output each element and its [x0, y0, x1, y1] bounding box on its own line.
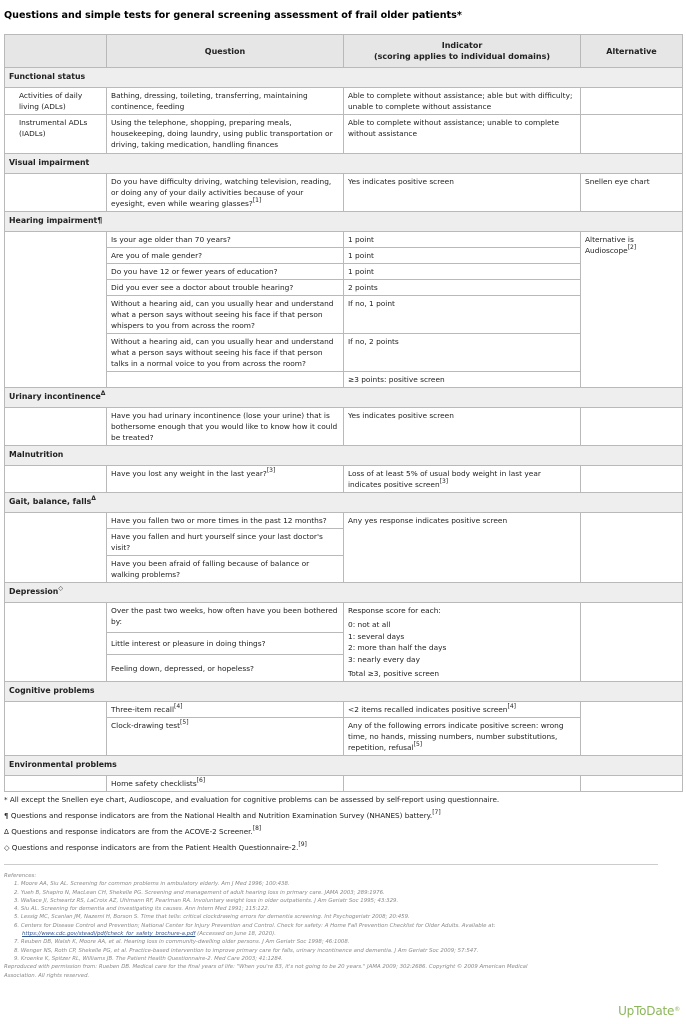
table-row: [5, 174, 683, 212]
table-header-row: [5, 35, 683, 68]
table-row: [5, 513, 683, 529]
environmental-question: [107, 776, 344, 792]
footnote-star: * All except the Snellen eye chart, Audioscope, and evaluation for cognitive problems can be assessed by self-report using questionnaire.: [4, 795, 500, 804]
hearing-blank: [5, 232, 107, 388]
section-row: [5, 68, 683, 88]
reference-item: 8. Wenger NS, Roth CP, Shekelle PG, et al. Practice-based intervention to improve primary care for falls, urinary incontinence and dementia. J Am Geriatr Soc 2009; 57:547.: [14, 947, 479, 954]
gait-question: Have you fallen two or more times in the past 12 months?: [107, 513, 344, 529]
hearing-question: Did you ever see a doctor about trouble hearing?: [107, 280, 344, 296]
section-row: [5, 583, 683, 603]
reference-item: 5. Lessig MC, Scanlan JM, Nazemi H, Borson S. Time that tells: critical clockdrawing errors for dementia screening. Int Psychogeriatr 2008; 20:459.: [14, 914, 410, 921]
uptodate-logo: [618, 1004, 680, 1018]
visual-alternative: Snellen eye chart: [581, 174, 683, 212]
hearing-question: Without a hearing aid, can you usually hear and understand what a person says without seeing his face if that person talks in a normal voice to you from across the room?: [107, 334, 344, 372]
clock-indicator: [344, 718, 581, 756]
table-row: [5, 776, 683, 792]
iadl-alternative: [581, 115, 683, 154]
logo-text: UpToDate: [618, 1004, 675, 1018]
hearing-question: Do you have 12 or fewer years of education?: [107, 264, 344, 280]
depression-indicator: [344, 603, 581, 682]
gait-blank: [5, 513, 107, 583]
header-indicator-line1: Indicator: [441, 41, 483, 50]
iadl-indicator: Able to complete without assistance; unable to complete without assistance: [344, 115, 581, 154]
depression-indicator-line: Total ≥3, positive screen: [348, 669, 440, 679]
visual-indicator: Yes indicates positive screen: [344, 174, 581, 212]
recall-indicator-text: <2 items recalled indicates positive screen: [348, 705, 508, 715]
footnote-delta-text: Δ Questions and response indicators are from the ACOVE-2 Screener.: [4, 827, 253, 836]
table-row: [5, 115, 683, 154]
malnutrition-question: [107, 466, 344, 493]
adl-alternative: [581, 88, 683, 115]
gait-question: Have you been afraid of falling because of balance or walking problems?: [107, 556, 344, 583]
reference-link[interactable]: https://www.cdc.gov/steadi/pdf/check_for_safety_brochure-a.pdf: [22, 931, 196, 938]
malnutrition-alternative: [581, 466, 683, 493]
section-depression-label: [5, 583, 683, 603]
divider: [4, 864, 658, 865]
footnote-diamond: [4, 843, 307, 852]
section-functional-label: Functional status: [5, 68, 683, 88]
depression-indicator-line: 2: more than half the days: [348, 643, 447, 653]
section-row: [5, 212, 683, 232]
hearing-indicator: ≥3 points: positive screen: [344, 372, 581, 388]
malnutrition-question-text: Have you lost any weight in the last year?: [111, 469, 267, 478]
header-indicator: [344, 35, 581, 68]
hearing-alternative: [581, 232, 683, 388]
adl-name: Activities of daily living (ADLs): [5, 88, 107, 115]
gait-question: Have you fallen and hurt yourself since your last doctor's visit?: [107, 529, 344, 556]
section-gait-label: [5, 493, 683, 513]
table-row: [5, 232, 683, 248]
depression-question: Feeling down, depressed, or hopeless?: [107, 654, 344, 682]
ref-marker: [2]: [627, 244, 637, 251]
hearing-indicator: 1 point: [344, 232, 581, 248]
hearing-indicator: 2 points: [344, 280, 581, 296]
section-row: [5, 682, 683, 702]
header-question: Question: [107, 35, 344, 68]
footnote-pilcrow-text: ¶ Questions and response indicators are from the National Health and Nutrition Examination Survey (NHANES) battery.: [4, 811, 433, 820]
environmental-blank: [5, 776, 107, 792]
iadl-name: Instrumental ADLs (IADLs): [5, 115, 107, 154]
environmental-indicator: [344, 776, 581, 792]
hearing-question: Are you of male gender?: [107, 248, 344, 264]
visual-blank: [5, 174, 107, 212]
urinary-label-mark: Δ: [100, 390, 106, 397]
reference-link-suffix: (Accessed on June 18, 2020).: [195, 931, 276, 938]
ref-marker: [4]: [507, 703, 516, 711]
depression-alternative: [581, 603, 683, 682]
reference-link-line: [4, 930, 644, 938]
depression-indicator-line: Response score for each:: [348, 606, 441, 615]
table-row: [5, 408, 683, 446]
clock-question: [107, 718, 344, 756]
hearing-question: Without a hearing aid, can you usually hear and understand what a person says without seeing his face if that person whispers to you from across the room?: [107, 296, 344, 334]
hearing-question: [107, 372, 344, 388]
ref-marker: [6]: [196, 777, 206, 785]
hearing-indicator: If no, 1 point: [344, 296, 581, 334]
hearing-label-text: Hearing impairment: [9, 216, 98, 225]
adl-indicator: Able to complete without assistance; able but with difficulty; unable to complete without assistance: [344, 88, 581, 115]
ref-marker: [4]: [174, 703, 183, 711]
urinary-indicator: Yes indicates positive screen: [344, 408, 581, 446]
depression-indicator-line: 0: not at all: [348, 620, 391, 630]
hearing-label-mark: ¶: [97, 216, 103, 225]
reproduced-notice-cont: Association. All rights reserved.: [4, 972, 90, 979]
reference-item: 1. Moore AA, Siu AL. Screening for common problems in ambulatory elderly. Am J Med 1996; 100:438.: [14, 881, 290, 888]
recall-question-text: Three-item recall: [111, 705, 175, 715]
header-blank: [5, 35, 107, 68]
reference-item: 9. Kroenke K, Spitzer RL, Williams JB. The Patient Health Questionnaire-2. Med Care 2003; 41:1284.: [14, 955, 283, 962]
section-row: [5, 756, 683, 776]
visual-question: [107, 174, 344, 212]
section-hearing-label: [5, 212, 683, 232]
table-row: [5, 466, 683, 493]
cognitive-alternative: [581, 702, 683, 756]
reference-item: 6. Centers for Disease Control and Prevention; National Center for Injury Prevention and Control. Check for safety: A Home Fall Prevention Checklist for Older Adults. Available at:: [14, 922, 496, 929]
table-row: [5, 603, 683, 633]
clock-question-text: Clock-drawing test: [111, 721, 181, 731]
ref-marker: [9]: [298, 841, 307, 848]
depression-question: Little interest or pleasure in doing things?: [107, 632, 344, 654]
logo-mark: ®: [674, 1006, 680, 1013]
table-row: [5, 88, 683, 115]
iadl-question: Using the telephone, shopping, preparing meals, housekeeping, doing laundry, using public transportation or driving, taking medication, handling finances: [107, 115, 344, 154]
section-row: [5, 154, 683, 174]
hearing-indicator: If no, 2 points: [344, 334, 581, 372]
adl-question: Bathing, dressing, toileting, transferring, maintaining continence, feeding: [107, 88, 344, 115]
environmental-alternative: [581, 776, 683, 792]
reference-item: 4. Siu AL. Screening for dementia and investigating its causes. Ann Intern Med 1991; 115:122.: [14, 906, 270, 913]
clock-indicator-text: Any of the following errors indicate positive screen: wrong time, no hands, missing numbers, number substitutions, repetition, refusal: [348, 721, 564, 753]
depression-question: Over the past two weeks, how often have you been bothered by:: [107, 603, 344, 633]
references: [4, 872, 644, 980]
gait-alternative: [581, 513, 683, 583]
urinary-question: Have you had urinary incontinence (lose your urine) that is bothersome enough that you would like to know how it could be treated?: [107, 408, 344, 446]
section-row: [5, 446, 683, 466]
footnote-diamond-text: ◇ Questions and response indicators are from the Patient Health Questionnaire-2.: [4, 843, 299, 852]
hearing-indicator: 1 point: [344, 264, 581, 280]
section-environmental-label: Environmental problems: [5, 756, 683, 776]
ref-marker: [1]: [252, 197, 262, 204]
header-indicator-line2: (scoring applies to individual domains): [374, 52, 550, 61]
section-visual-label: Visual impairment: [5, 154, 683, 174]
reference-item: 2. Yueh B, Shapiro N, MacLean CH, Shekelle PG. Screening and management of adult hearing loss in primary care. JAMA 2003; 289:1976.: [14, 889, 385, 896]
gait-label-text: Gait, balance, falls: [9, 497, 92, 506]
depression-label-mark: ◇: [58, 585, 63, 592]
recall-indicator: [344, 702, 581, 718]
header-alternative: Alternative: [581, 35, 683, 68]
urinary-alternative: [581, 408, 683, 446]
gait-label-mark: Δ: [91, 495, 96, 502]
ref-marker: [8]: [252, 825, 262, 832]
hearing-question: Is your age older than 70 years?: [107, 232, 344, 248]
depression-indicator-line: 3: nearly every day: [348, 654, 420, 664]
section-urinary-label: [5, 388, 683, 408]
gait-indicator: Any yes response indicates positive screen: [344, 513, 581, 583]
section-malnutrition-label: Malnutrition: [5, 446, 683, 466]
environmental-question-text: Home safety checklists: [111, 779, 197, 789]
footnote-delta: [4, 827, 261, 836]
malnutrition-blank: [5, 466, 107, 493]
section-row: [5, 388, 683, 408]
depression-blank: [5, 603, 107, 682]
urinary-label-text: Urinary incontinence: [9, 392, 101, 401]
ref-marker: [5]: [413, 741, 423, 749]
ref-marker: [7]: [432, 809, 441, 816]
malnutrition-indicator: [344, 466, 581, 493]
page-title: Questions and simple tests for general screening assessment of frail older patients*: [4, 10, 462, 21]
references-heading: References:: [4, 873, 37, 879]
screening-table: [4, 34, 683, 792]
ref-marker: [3]: [266, 467, 276, 474]
cognitive-blank: [5, 702, 107, 756]
section-row: [5, 493, 683, 513]
reference-item: 7. Reuben DB, Walsh K, Moore AA, et al. Hearing loss in community-dwelling older persons. J Am Geriatr Soc 1998; 46:1008.: [14, 939, 350, 946]
hearing-indicator: 1 point: [344, 248, 581, 264]
urinary-blank: [5, 408, 107, 446]
depression-indicator-line: 1: several days: [348, 631, 405, 641]
depression-label-text: Depression: [9, 587, 59, 596]
reproduced-notice: Reproduced with permission from: Rueben DB. Medical care for the final years of life: "When you're 83, it's not going to be 20 years." JAMA 2009; 302:2686. Copyright © 2009 American Medical: [4, 964, 528, 971]
malnutrition-indicator-text: Loss of at least 5% of usual body weight in last year indicates positive screen: [348, 469, 541, 489]
ref-marker: [5]: [180, 719, 189, 727]
recall-question: [107, 702, 344, 718]
section-cognitive-label: Cognitive problems: [5, 682, 683, 702]
ref-marker: [3]: [439, 478, 449, 485]
visual-question-text: Do you have difficulty driving, watching television, reading, or doing any of your daily activities because of your eyesight, even while wearing glasses?: [111, 177, 332, 208]
footnote-pilcrow: [4, 811, 441, 820]
table-row: [5, 702, 683, 718]
reference-item: 3. Wallace JI, Schwartz RS, LaCroix AZ, Uhlmann RF, Pearlman RA. Involuntary weight loss in older outpatients. J Am Geriatr Soc 1995; 43:329.: [14, 897, 399, 904]
hearing-alternative-text: Alternative is Audioscope: [585, 235, 634, 255]
